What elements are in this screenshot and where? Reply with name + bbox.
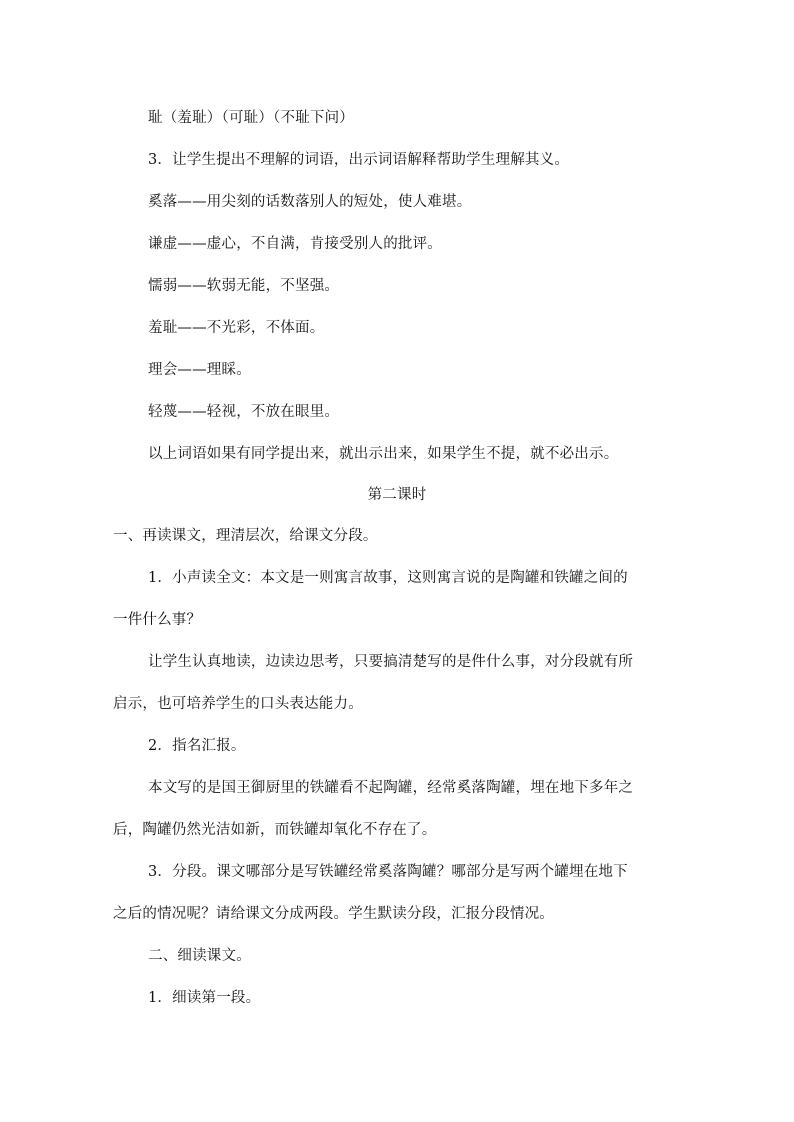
text-line-13: 一件什么事？ — [113, 612, 202, 628]
section-heading: 第二课时 — [367, 487, 427, 503]
text-line-21: 二、细读课文。 — [148, 948, 251, 964]
text-line-19: 3．分段。课文哪部分是写铁罐经常奚落陶罐？哪部分是写两个罐埋在地下 — [148, 864, 628, 880]
text-line-5: 懦弱——软弱无能，不坚强。 — [148, 278, 340, 294]
text-line-22: 1．细读第一段。 — [148, 990, 261, 1006]
text-line-1: 耻（羞耻）（可耻）（不耻下问） — [148, 110, 354, 126]
text-line-7: 理会——理睬。 — [148, 362, 251, 378]
text-line-15: 启示，也可培养学生的口头表达能力。 — [113, 696, 363, 712]
text-line-3: 奚落——用尖刻的话数落别人的短处，使人难堪。 — [148, 194, 472, 210]
text-line-9: 以上词语如果有同学提出来，就出示出来，如果学生不提，就不必出示。 — [148, 446, 619, 462]
text-line-6: 羞耻——不光彩，不体面。 — [148, 320, 325, 336]
text-line-11: 一、再读课文，理清层次，给课文分段。 — [113, 528, 378, 544]
text-line-2: 3．让学生提出不理解的词语，出示词语解释帮助学生理解其义。 — [148, 152, 570, 168]
text-line-16: 2．指名汇报。 — [148, 738, 246, 754]
text-line-18: 后，陶罐仍然光洁如新，而铁罐却氧化不存在了。 — [113, 822, 437, 838]
text-line-20: 之后的情况呢？请给课文分成两段。学生默读分段，汇报分段情况。 — [113, 906, 554, 922]
text-line-4: 谦虚——虚心，不自满，肯接受别人的批评。 — [148, 236, 442, 252]
text-line-14: 让学生认真地读，边读边思考，只要搞清楚写的是件什么事，对分段就有所 — [148, 654, 634, 670]
text-line-8: 轻蔑——轻视，不放在眼里。 — [148, 404, 340, 420]
text-line-12: 1．小声读全文：本文是一则寓言故事，这则寓言说的是陶罐和铁罐之间的 — [148, 570, 628, 586]
text-line-17: 本文写的是国王御厨里的铁罐看不起陶罐，经常奚落陶罐，埋在地下多年之 — [148, 780, 634, 796]
